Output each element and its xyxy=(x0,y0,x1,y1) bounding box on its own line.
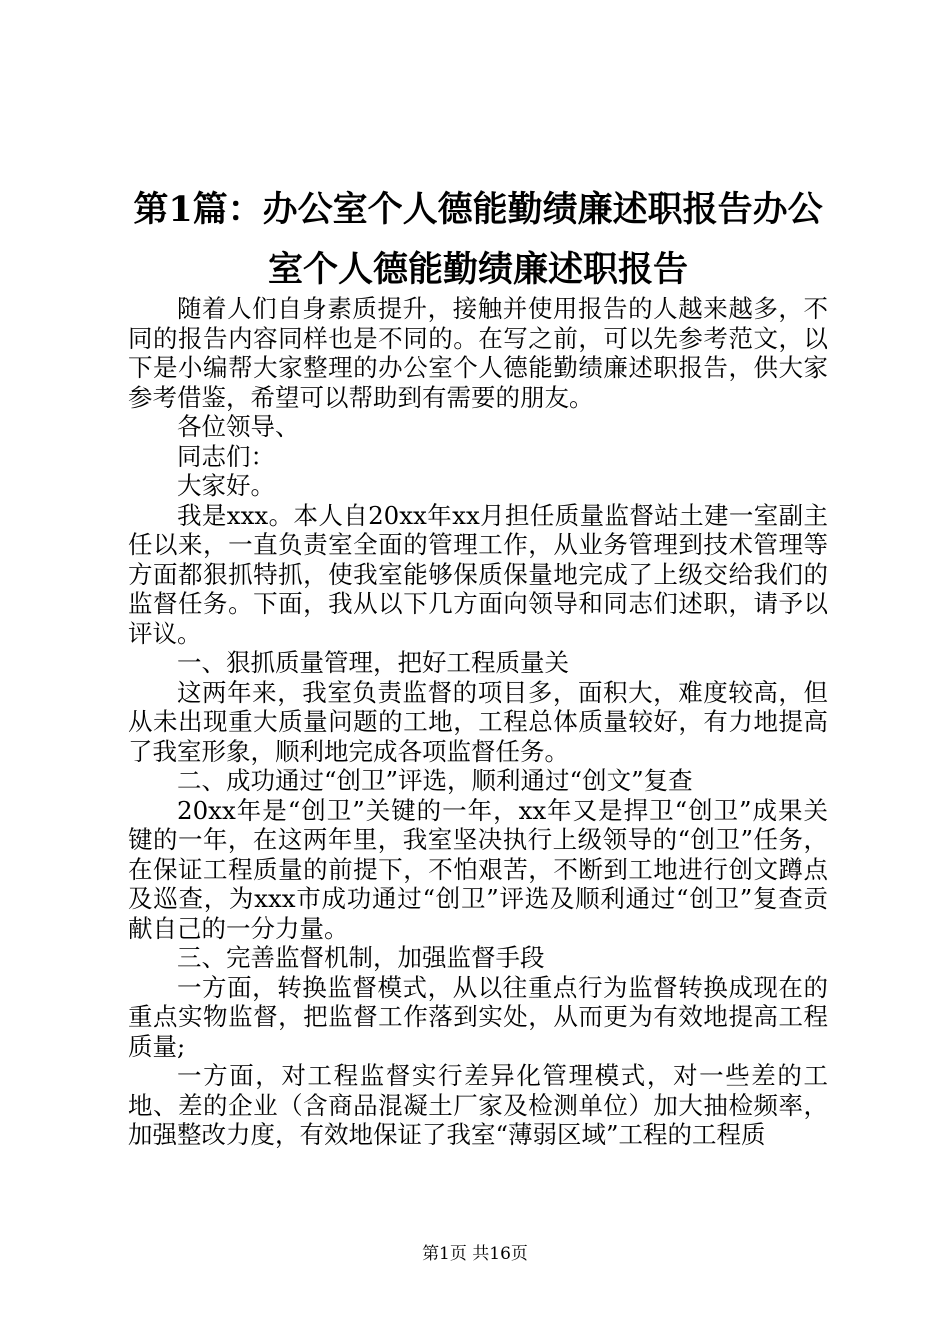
section-heading-1: 一、狠抓质量管理，把好工程质量关 xyxy=(177,648,569,677)
salutation-leaders: 各位领导、 xyxy=(177,412,300,441)
section-2-paragraph: 20xx年是“创卫”关键的一年，xx年又是捍卫“创卫”成果关键的一年，在这两年里，我室坚决执行上级领导的“创卫”任务，在保证工程质量的前提下，不怕艰苦，不断到工地进行创文蹲点及巡查，为xxx市成功通过“创卫”评选及顺利通过“创卫”复查贡献自己的一分力量。 xyxy=(128,795,828,943)
intro-paragraph: 随着人们自身素质提升，接触并使用报告的人越来越多，不同的报告内容同样也是不同的。在写之前，可以先参考范文，以下是小编帮大家整理的办公室个人德能勤绩廉述职报告，供大家参考借鉴，希望可以帮助到有需要的朋友。 xyxy=(128,294,828,412)
document-title-line-2: 室个人德能勤绩廉述职报告 xyxy=(267,249,688,290)
document-body xyxy=(128,294,828,1150)
self-introduction-paragraph: 我是xxx。本人自20xx年xx月担任质量监督站土建一室副主任以来，一直负责室全面的管理工作，从业务管理到技术管理等方面都狠抓特抓，使我室能够保质保量地完成了上级交给我们的监督任务。下面，我从以下几方面向领导和同志们述职，请予以评议。 xyxy=(128,500,828,648)
section-heading-2: 二、成功通过“创卫”评选，顺利通过“创文”复查 xyxy=(177,766,693,795)
greeting: 大家好。 xyxy=(177,471,275,500)
section-3-paragraph-2: 一方面，对工程监督实行差异化管理模式，对一些差的工地、差的企业（含商品混凝土厂家及检测单位）加大抽检频率，加强整改力度，有效地保证了我室“薄弱区域”工程的工程质 xyxy=(128,1061,828,1149)
salutation-comrades: 同志们： xyxy=(177,441,275,471)
section-1-paragraph: 这两年来，我室负责监督的项目多，面积大，难度较高，但从未出现重大质量问题的工地，工程总体质量较好，有力地提高了我室形象，顺利地完成各项监督任务。 xyxy=(128,677,828,766)
section-3-paragraph-1: 一方面，转换监督模式，从以往重点行为监督转换成现在的重点实物监督，把监督工作落到实处，从而更为有效地提高工程质量; xyxy=(128,972,828,1061)
page-footer: 第1页 共16页 xyxy=(422,1244,528,1264)
document-title-line-1: 第1篇：办公室个人德能勤绩廉述职报告办公 xyxy=(133,189,823,230)
section-heading-3: 三、完善监督机制，加强监督手段 xyxy=(177,943,545,972)
